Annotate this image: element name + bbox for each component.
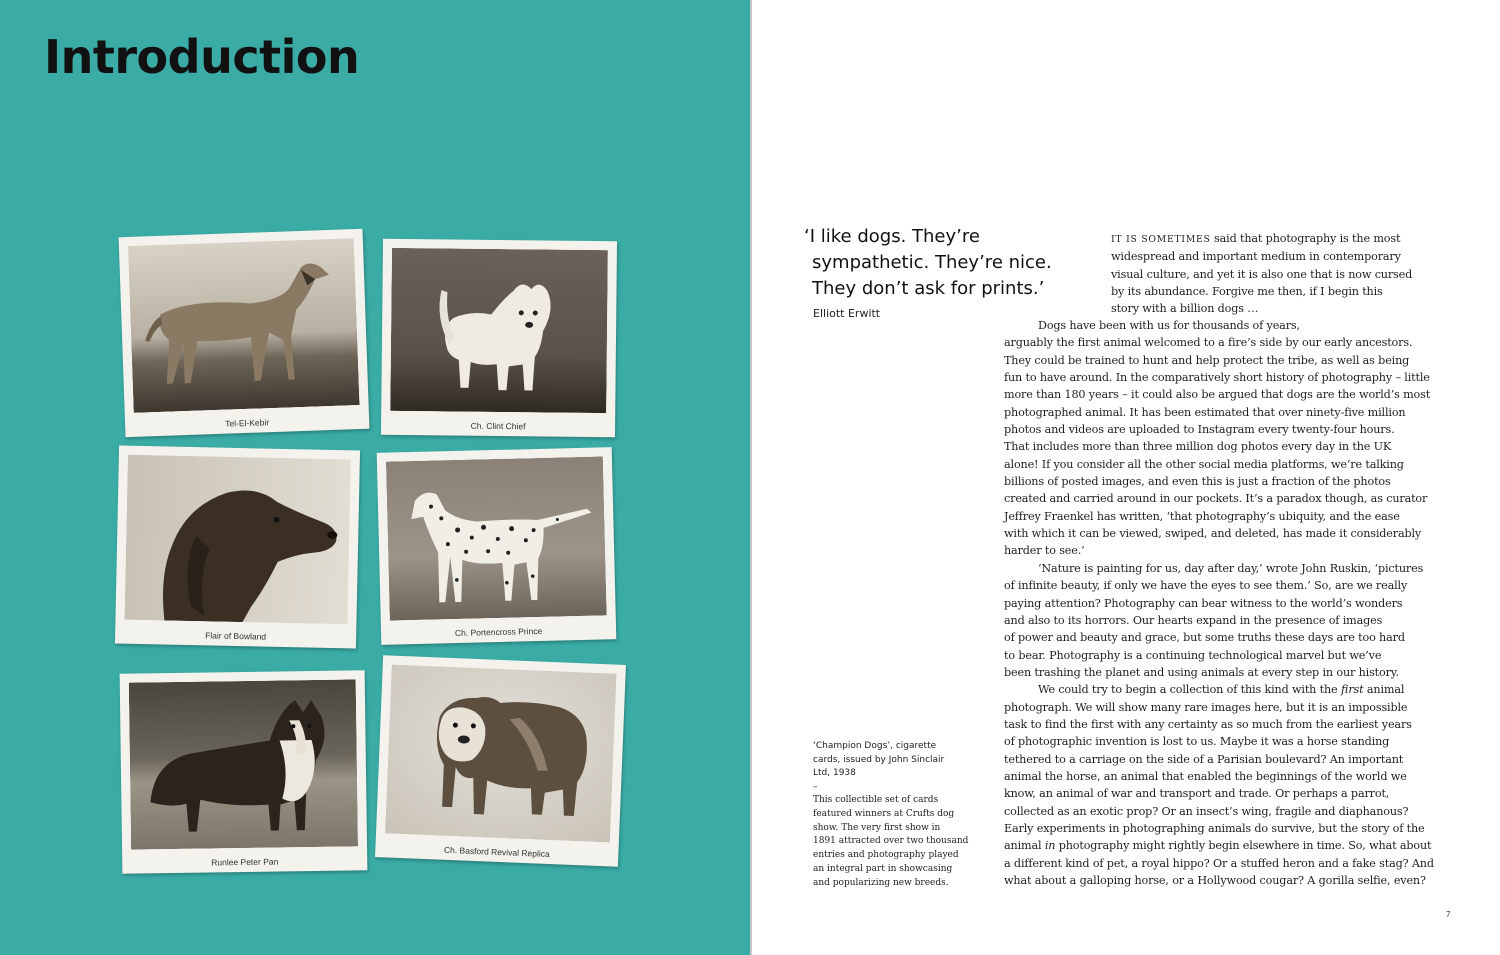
body-line: widespread and important medium in contemporary [1111,250,1401,264]
pull-quote [804,224,1104,302]
caption-line: 1891 attracted over two thousand [813,836,969,847]
card-label: Ch. Portencross Prince [454,625,543,639]
pull-quote-line: They don’t ask for prints.’ [812,278,1045,299]
quote-attribution: Elliott Erwitt [813,307,881,320]
body-line: alone! If you consider all the other social media platforms, we’re talking [1004,457,1404,471]
cigarette-card-portencross-prince [377,447,617,645]
card-photo-hound [128,238,360,413]
body-emphasis: first [1340,683,1364,697]
cigarette-card-basford-revival-replica [375,655,626,867]
card-photo-terrier [390,248,608,413]
body-line: That includes more than three million dog photos every day in the UK [1004,440,1392,454]
body-line: of infinite beauty, if only we have the eyes to see them.’ So, are we really [1004,579,1408,593]
body-text-main [1004,317,1464,889]
cigarette-card-clint-chief [381,239,617,437]
card-photo-bulldog [385,665,617,843]
body-line: arguably the first animal welcomed to a fire’s side by our early ancestors. [1004,336,1413,350]
page-title: Introduction [44,30,360,84]
body-line [1004,681,1464,698]
body-line: tethered to a carriage on the side of a Parisian boulevard? An important [1004,752,1404,766]
body-fragment: animal [1363,683,1405,697]
caption-line: featured winners at Crufts dog [813,808,955,819]
body-line: of power and beauty and grace, but some truths these days are too hard [1004,631,1405,645]
opening-small-caps: IT IS SOMETIMES [1111,234,1211,245]
body-line: Jeffrey Fraenkel has written, ‘that photography’s ubiquity, and the ease [1004,509,1400,523]
caption-line: ‘Champion Dogs’, cigarette [813,741,937,751]
cigarette-card-flair-of-bowland [115,445,360,648]
body-line: a different kind of pet, a royal hippo? Or a stuffed heron and a fake stag? And [1004,856,1434,870]
body-line: task to find the first with any certainty as so much from the earliest years [1004,717,1412,731]
caption-line: an integral part in showcasing [813,863,953,874]
body-line: created and carried around in our pockets. It’s a paradox though, as curator [1004,492,1428,506]
caption-line: entries and photography played [813,850,959,861]
body-line: and also to its horrors. Our hearts expand in the presence of images [1004,613,1383,627]
caption-line: Ltd, 1938 [813,768,856,778]
caption-dash: – [813,781,818,792]
card-photo-collie [129,679,358,849]
body-line: fun to have around. In the comparatively short history of photography – little [1004,371,1430,385]
body-line: more than 180 years – it could also be argued that dogs are the world’s most [1004,388,1431,402]
body-line: Dogs have been with us for thousands of years, [1038,319,1300,332]
body-line: visual culture, and yet it is also one that is now cursed [1111,267,1413,281]
cigarette-card-tel-el-kebir [119,229,370,437]
card-label: Ch. Clint Chief [470,420,526,432]
body-fragment: We could try to begin a collection of this kind with the [1038,683,1341,697]
body-line: photos and videos are uploaded to Instagram every twenty-four hours. [1004,423,1395,437]
body-line: harder to see.’ [1004,544,1085,558]
body-line: what about a galloping horse, or a Hollywood cougar? A gorilla selfie, even? [1004,874,1426,887]
body-line: by its abundance. Forgive me then, if I begin this [1111,285,1383,299]
body-line: billions of posted images, and even this is just a fraction of the photos [1004,475,1391,489]
card-label: Flair of Bowland [205,630,267,642]
body-fragment: animal [1004,839,1045,853]
body-fragment: said that photography is the most [1210,232,1401,245]
caption-line: This collectible set of cards [813,795,939,805]
card-photo-dalmatian [386,456,607,620]
caption-line: and popularizing new breeds. [813,877,949,888]
body-line: of photographic invention is lost to us. Maybe it was a horse standing [1004,735,1390,749]
pull-quote-line: sympathetic. They’re nice. [812,252,1052,273]
caption-line: cards, issued by John Sinclair [813,754,945,765]
body-line: with which it can be viewed, swiped, and deleted, has made it considerably [1004,527,1422,541]
body-line: been trashing the planet and using animals at every step in our history. [1004,665,1399,679]
caption-line: show. The very first show in [813,822,941,833]
body-line: Early experiments in photographing animals do survive, but the story of the [1004,821,1425,835]
card-label: Ch. Basford Revival Replica [443,844,550,860]
body-line: paying attention? Photography can bear witness to the world’s wonders [1004,596,1403,610]
cigarette-card-runlee-peter-pan [120,670,368,873]
body-line: photograph. We will show many rare images here, but it is an impossible [1004,700,1408,714]
body-line: to bear. Photography is a continuing technological marvel but we’ve [1004,648,1382,662]
page-number: 7 [1446,910,1451,919]
body-line [1111,230,1456,248]
image-caption-title [813,740,973,794]
body-line [1004,837,1464,854]
card-label: Runlee Peter Pan [211,856,279,868]
card-label: Tel-El-Kebir [225,417,270,429]
body-line: know, an animal of war and transport and trade. Or perhaps a parrot, [1004,787,1390,801]
body-line: story with a billion dogs … [1111,302,1259,316]
body-line: They could be trained to hunt and help protect the tribe, as well as being [1004,353,1410,367]
pull-quote-line: ‘I like dogs. They’re [804,226,980,247]
body-text-opening [1111,230,1456,318]
card-photo-setter [124,455,350,625]
body-line: collected as an exotic prop? Or an insect’s wing, fragile and diaphanous? [1004,804,1409,818]
body-line: photographed animal. It has been estimated that over ninety-five million [1004,405,1406,419]
body-line: animal the horse, an animal that enabled the beginnings of the world we [1004,769,1407,783]
body-emphasis: in [1044,839,1056,853]
image-caption-body [813,794,973,891]
body-fragment: photography might rightly begin elsewhere in time. So, what about [1055,839,1432,853]
body-line: ‘Nature is painting for us, day after day,’ wrote John Ruskin, ‘pictures [1038,561,1424,575]
